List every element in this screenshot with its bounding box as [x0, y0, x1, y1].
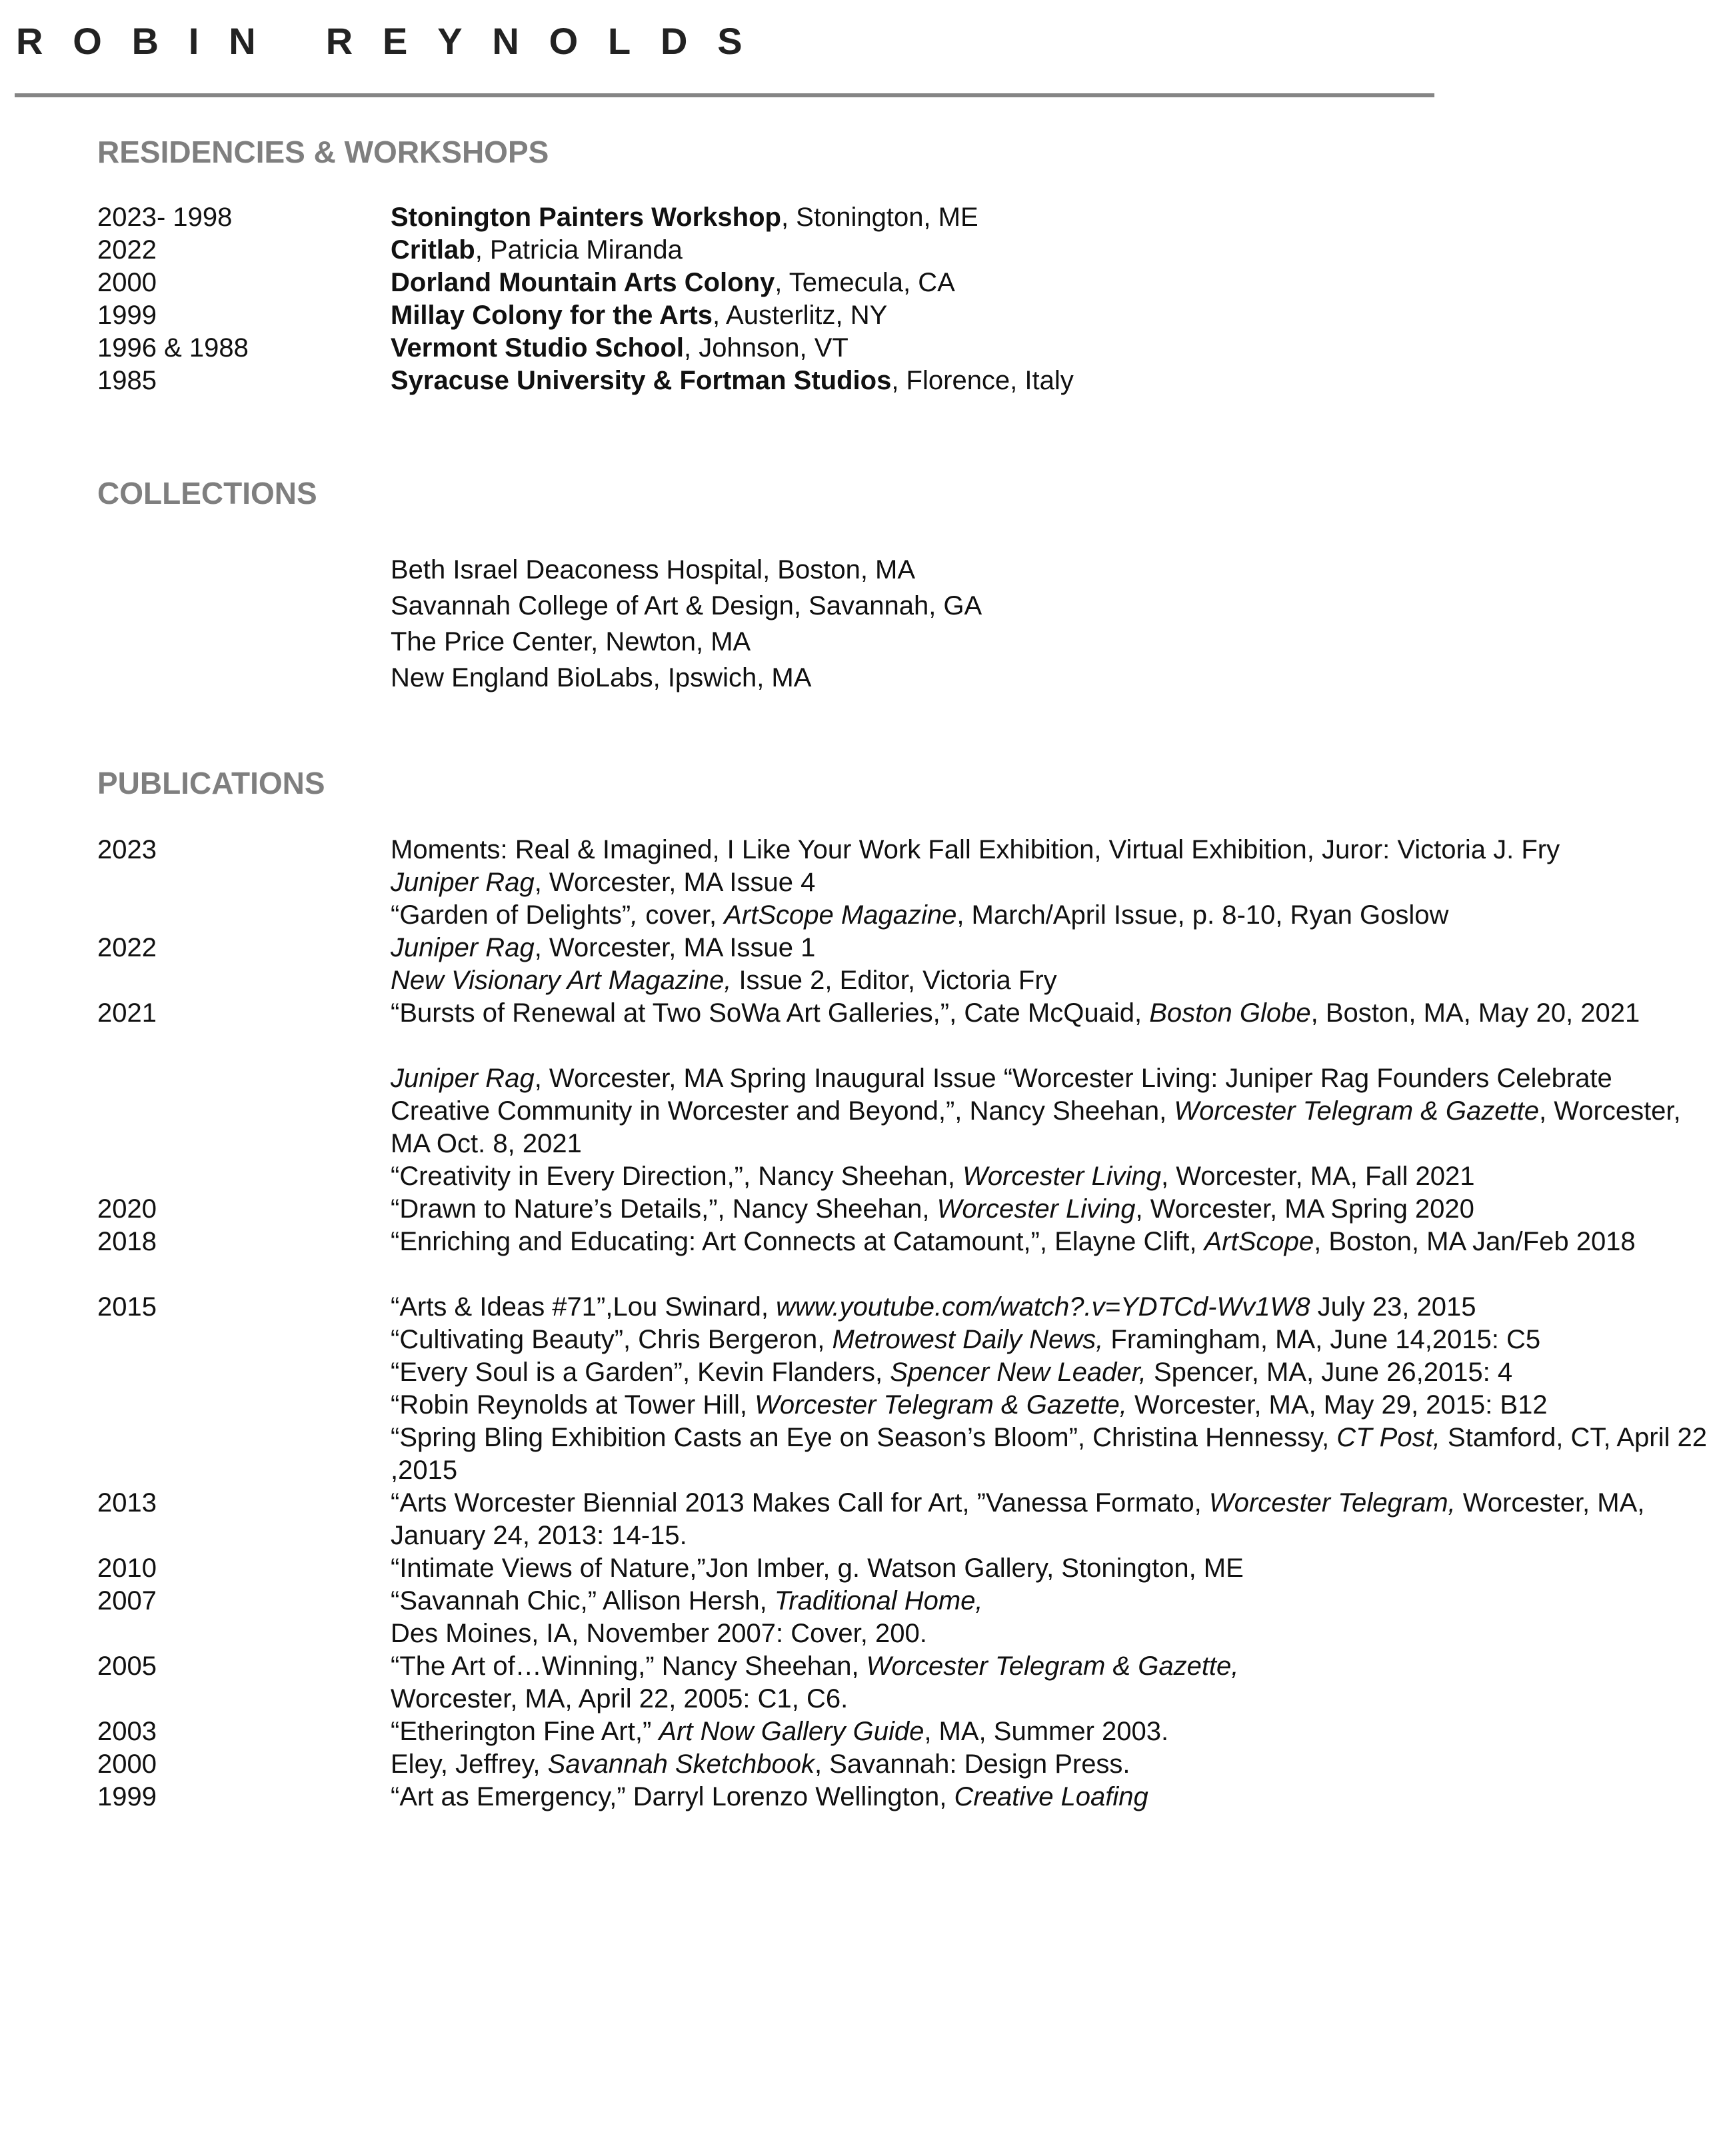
publication-text: cover,: [638, 900, 725, 930]
residency-place: , Patricia Miranda: [475, 235, 683, 265]
publication-row: [97, 964, 1630, 997]
publication-text: “Robin Reynolds at Tower Hill,: [391, 1390, 755, 1420]
publication-text: , Worcester, MA Spring Inaugural Issue “Worcester Living: Juniper Rag Founders Celebrate Creative Community in Worcester and Beyond,”, Nancy Sheehan,: [391, 1064, 1612, 1126]
publication-row: [97, 1683, 1630, 1715]
publication-title: CT Post,: [1336, 1423, 1440, 1452]
publication-entry: [391, 1226, 1717, 1258]
publication-entry: [391, 834, 1717, 866]
publication-year: 2003: [97, 1717, 157, 1746]
publication-row: [97, 1062, 1681, 1160]
resume-name: ROBIN REYNOLDS: [16, 20, 773, 62]
publication-title: ArtScope Magazine: [724, 900, 957, 930]
residency-row: [97, 201, 1630, 234]
publication-entry: [391, 1062, 1717, 1160]
residency-entry: [391, 267, 1717, 299]
residency-place: , Stonington, ME: [781, 203, 978, 232]
publication-text: , Worcester, MA, Fall 2021: [1160, 1162, 1475, 1191]
publication-row: [97, 866, 1630, 899]
residency-place: , Austerlitz, NY: [713, 301, 888, 330]
collection-item: Beth Israel Deaconess Hospital, Boston, MA: [391, 555, 916, 584]
residency-entry: [391, 332, 1717, 365]
publication-title: Traditional Home,: [774, 1586, 983, 1616]
publication-text: , Boston, MA, May 20, 2021: [1310, 998, 1640, 1028]
publication-text: Eley, Jeffrey,: [391, 1749, 548, 1779]
publication-title: Juniper Rag: [391, 1064, 535, 1093]
publication-text: Des Moines, IA, November 2007: Cover, 200.: [391, 1619, 927, 1648]
residency-place: , Temecula, CA: [775, 268, 955, 297]
publication-entry: [391, 932, 1717, 964]
collection-item: Savannah College of Art & Design, Savannah, GA: [391, 591, 982, 620]
publication-year: 2005: [97, 1651, 157, 1681]
residency-year: 2023- 1998: [97, 203, 233, 232]
publication-year: 2022: [97, 933, 157, 962]
publication-entry: [391, 1389, 1717, 1422]
collection-item: New England BioLabs, Ipswich, MA: [391, 663, 812, 692]
publication-text: “Intimate Views of Nature,”Jon Imber, g. Watson Gallery, Stonington, ME: [391, 1554, 1244, 1583]
residencies-list: [97, 201, 1630, 397]
publication-text: “Etherington Fine Art,”: [391, 1717, 659, 1746]
publication-year: 2023: [97, 835, 157, 864]
publication-title: ,: [631, 900, 639, 930]
publication-title: www.youtube.com/watch?.v=YDTCd-Wv1W8: [776, 1292, 1310, 1322]
residency-year: 1996 & 1988: [97, 333, 249, 363]
publication-entry: [391, 1585, 1717, 1617]
publication-entry: [391, 1650, 1717, 1683]
publication-entry: [391, 1160, 1717, 1193]
publication-text: “Cultivating Beauty”, Chris Bergeron,: [391, 1325, 833, 1354]
publication-title: Juniper Rag: [391, 933, 535, 962]
publication-title: Worcester Telegram & Gazette,: [866, 1651, 1239, 1681]
collections-heading: COLLECTIONS: [97, 476, 317, 511]
publication-text: “Every Soul is a Garden”, Kevin Flanders,: [391, 1358, 890, 1387]
publication-text: “Drawn to Nature’s Details,”, Nancy Sheehan,: [391, 1194, 937, 1224]
residency-name: Stonington Painters Workshop: [391, 203, 781, 232]
header-divider: [15, 93, 1434, 97]
publication-row: [97, 899, 1630, 932]
publication-title: Metrowest Daily News,: [832, 1325, 1104, 1354]
publication-year: 2007: [97, 1586, 157, 1616]
publication-text: , March/April Issue, p. 8-10, Ryan Goslow: [956, 900, 1449, 930]
residency-year: 2022: [97, 235, 157, 265]
collection-item: The Price Center, Newton, MA: [391, 627, 751, 656]
publication-row: [97, 1748, 1630, 1781]
publication-title: Worcester Living: [962, 1162, 1161, 1191]
publication-year: 2013: [97, 1488, 157, 1518]
publication-row: [97, 1389, 1630, 1422]
publication-row: [97, 1585, 1630, 1617]
publication-title: Worcester Living: [936, 1194, 1136, 1224]
publication-text: Moments: Real & Imagined, I Like Your Work Fall Exhibition, Virtual Exhibition, Juror: Victoria J. Fry: [391, 835, 1560, 864]
publication-title: Boston Globe: [1149, 998, 1311, 1028]
publication-title: Worcester Telegram,: [1208, 1488, 1456, 1518]
publication-row: [97, 1650, 1630, 1683]
residency-row: [97, 332, 1630, 365]
publication-entry: [391, 1291, 1717, 1324]
publication-entry: [391, 1748, 1717, 1781]
publication-entry: [391, 1487, 1717, 1552]
publications-heading: PUBLICATIONS: [97, 766, 325, 800]
publication-title: Spencer New Leader,: [890, 1358, 1146, 1387]
residency-entry: [391, 299, 1717, 332]
publication-year: 2015: [97, 1292, 157, 1322]
publication-text: “Art as Emergency,” Darryl Lorenzo Wellington,: [391, 1782, 954, 1811]
residency-year: 1999: [97, 301, 157, 330]
publication-row: [97, 1781, 1630, 1813]
publication-text: “Creativity in Every Direction,”, Nancy Sheehan,: [391, 1162, 963, 1191]
publication-text: “Arts Worcester Biennial 2013 Makes Call for Art, ”Vanessa Formato,: [391, 1488, 1209, 1518]
publication-entry: [391, 1422, 1717, 1487]
publication-row: [97, 1422, 1707, 1487]
residency-row: [97, 267, 1630, 299]
publication-text: , MA, Summer 2003.: [924, 1717, 1169, 1746]
publication-year: 2018: [97, 1227, 157, 1256]
residency-entry: [391, 365, 1717, 397]
publication-text: “Bursts of Renewal at Two SoWa Art Galleries,”, Cate McQuaid,: [391, 998, 1150, 1028]
publication-year: 1999: [97, 1782, 157, 1811]
publication-row: [97, 997, 1640, 1062]
publication-text: “Spring Bling Exhibition Casts an Eye on Season’s Bloom”, Christina Hennessy,: [391, 1423, 1337, 1452]
publication-entry: [391, 997, 1717, 1030]
residency-year: 2000: [97, 268, 157, 297]
publication-row: [97, 834, 1630, 866]
publication-title: Art Now Gallery Guide: [659, 1717, 924, 1746]
residency-year: 1985: [97, 366, 157, 395]
publication-text: Issue 2, Editor, Victoria Fry: [731, 966, 1057, 995]
publication-title: New Visionary Art Magazine,: [391, 966, 732, 995]
publication-year: 2021: [97, 998, 157, 1028]
publication-title: Savannah Sketchbook: [547, 1749, 815, 1779]
publication-row: [97, 1226, 1636, 1291]
publication-title: Juniper Rag: [391, 868, 535, 897]
publication-entry: [391, 1324, 1717, 1356]
residency-name: Syracuse University & Fortman Studios: [391, 366, 892, 395]
publication-entry: [391, 1552, 1717, 1585]
publication-row: [97, 1160, 1630, 1193]
publication-entry: [391, 1356, 1717, 1389]
publication-entry: [391, 1193, 1717, 1226]
publication-text: “Arts & Ideas #71”,Lou Swinard,: [391, 1292, 777, 1322]
publication-row: [97, 932, 1630, 964]
publication-text: Framingham, MA, June 14,2015: C5: [1103, 1325, 1541, 1354]
publication-text: “Savannah Chic,” Allison Hersh,: [391, 1586, 775, 1616]
publication-row: [97, 1291, 1630, 1324]
publication-title: Worcester Telegram & Gazette: [1174, 1096, 1539, 1126]
publications-list: [97, 834, 1707, 1813]
publication-entry: [391, 964, 1717, 997]
publication-row: [97, 1356, 1630, 1389]
publication-text: Worcester, MA, April 22, 2005: C1, C6.: [391, 1684, 849, 1713]
residency-row: [97, 234, 1630, 267]
residency-place: , Florence, Italy: [891, 366, 1074, 395]
residencies-heading: RESIDENCIES & WORKSHOPS: [97, 135, 549, 169]
publication-text: , Worcester, MA Spring 2020: [1135, 1194, 1474, 1224]
publication-entry: [391, 1617, 1717, 1650]
publication-text: , Worcester, MA Oct. 8, 2021: [391, 1096, 1681, 1158]
publication-text: “The Art of…Winning,” Nancy Sheehan,: [391, 1651, 866, 1681]
publication-entry: [391, 866, 1717, 899]
publication-text: “Garden of Delights”: [391, 900, 631, 930]
publication-row: [97, 1617, 1630, 1650]
publication-title: Creative Loafing: [954, 1782, 1148, 1811]
residency-name: Dorland Mountain Arts Colony: [391, 268, 775, 297]
residency-entry: [391, 201, 1717, 234]
publication-text: Worcester, MA, May 29, 2015: B12: [1126, 1390, 1548, 1420]
residency-row: [97, 299, 1630, 332]
publication-entry: [391, 899, 1717, 932]
publication-row: [97, 1487, 1645, 1552]
publication-text: , Worcester, MA Issue 1: [534, 933, 816, 962]
publication-entry: [391, 1781, 1717, 1813]
residency-name: Millay Colony for the Arts: [391, 301, 713, 330]
residency-entry: [391, 234, 1717, 267]
residency-row: [97, 365, 1630, 397]
publication-entry: [391, 1683, 1717, 1715]
publication-title: Worcester Telegram & Gazette,: [755, 1390, 1127, 1420]
publication-text: July 23, 2015: [1310, 1292, 1476, 1322]
publication-year: 2000: [97, 1749, 157, 1779]
publication-title: ArtScope: [1204, 1227, 1314, 1256]
publication-text: “Enriching and Educating: Art Connects at Catamount,”, Elayne Clift,: [391, 1227, 1204, 1256]
publication-row: [97, 1715, 1630, 1748]
publication-year: 2010: [97, 1554, 157, 1583]
publication-text: Stamford, CT, April 22 ,2015: [391, 1423, 1707, 1485]
publication-text: , Boston, MA Jan/Feb 2018: [1314, 1227, 1636, 1256]
publication-row: [97, 1552, 1630, 1585]
publication-row: [97, 1193, 1630, 1226]
publication-text: , Savannah: Design Press.: [814, 1749, 1130, 1779]
residency-name: Vermont Studio School: [391, 333, 685, 363]
publication-text: Worcester, MA, January 24, 2013: 14-15.: [391, 1488, 1645, 1550]
publication-year: 2020: [97, 1194, 157, 1224]
publication-row: [97, 1324, 1630, 1356]
publication-text: , Worcester, MA Issue 4: [534, 868, 816, 897]
residency-place: , Johnson, VT: [684, 333, 849, 363]
publication-entry: [391, 1715, 1717, 1748]
publication-text: Spencer, MA, June 26,2015: 4: [1146, 1358, 1513, 1387]
residency-name: Critlab: [391, 235, 475, 265]
collections-list: [391, 556, 1590, 700]
